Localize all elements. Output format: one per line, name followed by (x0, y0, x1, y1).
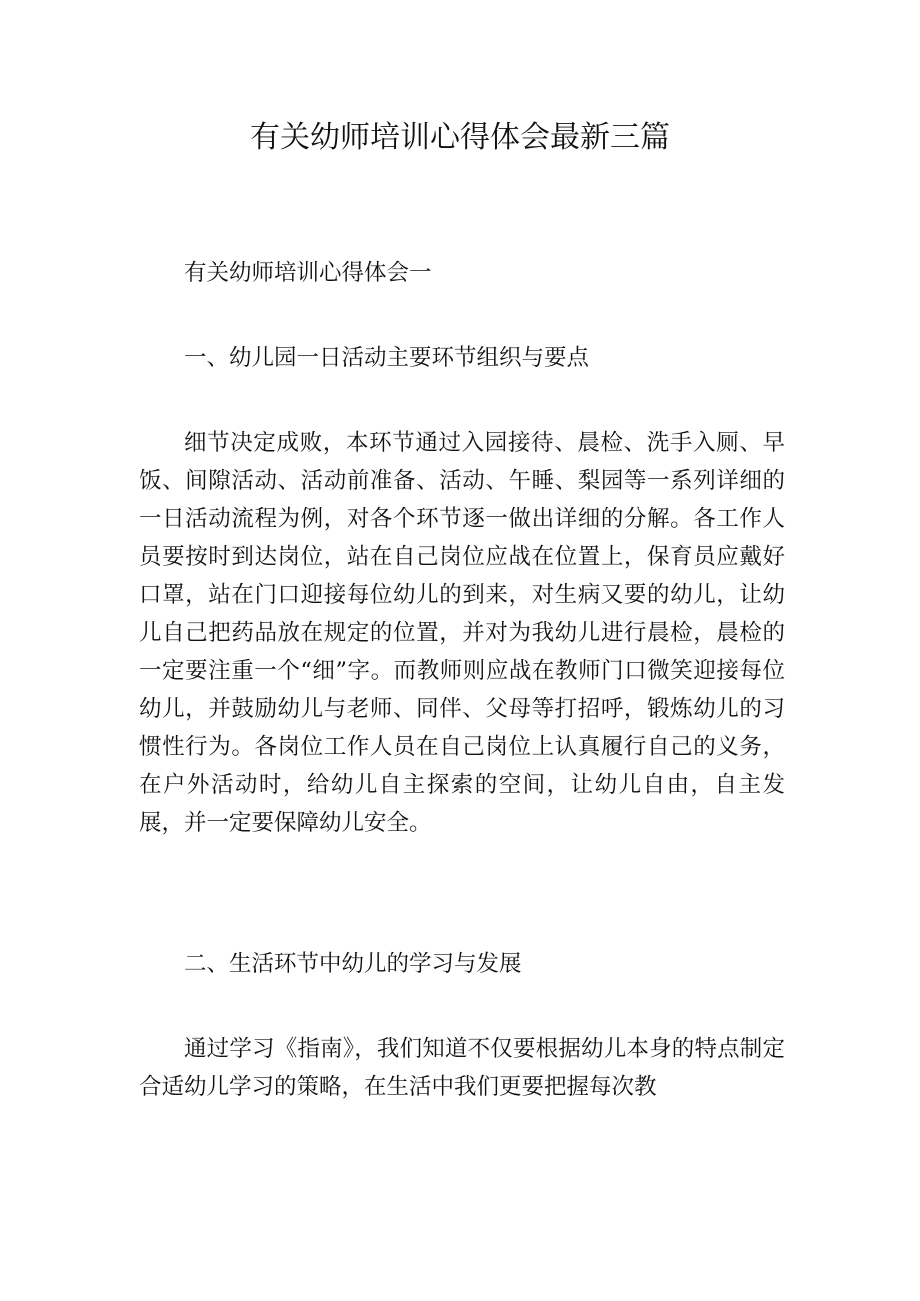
paragraph-1: 细节决定成败，本环节通过入园接待、晨检、洗手入厕、早饭、间隙活动、活动前准备、活动、午睡、梨园等一系列详细的一日活动流程为例，对各个环节逐一做出详细的分解。各工作人员要按时到达岗位，站在自己岗位应战在位置上，保育员应戴好口罩，站在门口迎接每位幼儿的到来，对生病又要的幼儿，让幼儿自己把药品放在规定的位置，并对为我幼儿进行晨检，晨检的一定要注重一个“细”字。而教师则应战在教师门口微笑迎接每位幼儿，并鼓励幼儿与老师、同伴、父母等打招呼，锻炼幼儿的习惯性行为。各岗位工作人员在自己岗位上认真履行自己的义务，在户外活动时，给幼儿自主探索的空间，让幼儿自由，自主发展，并一定要保障幼儿安全。 (139, 430, 785, 836)
document-title: 有关幼师培训心得体会最新三篇 (250, 120, 670, 155)
section-heading-2: 二、生活环节中幼儿的学习与发展 (184, 951, 522, 977)
section-heading-1: 一、幼儿园一日活动主要环节组织与要点 (184, 345, 590, 371)
paragraph-2: 通过学习《指南》，我们知道不仅要根据幼儿本身的特点制定合适幼儿学习的策略，在生活中我们更要把握每次教 (139, 1036, 785, 1100)
section-subtitle: 有关幼师培训心得体会一 (184, 260, 432, 286)
